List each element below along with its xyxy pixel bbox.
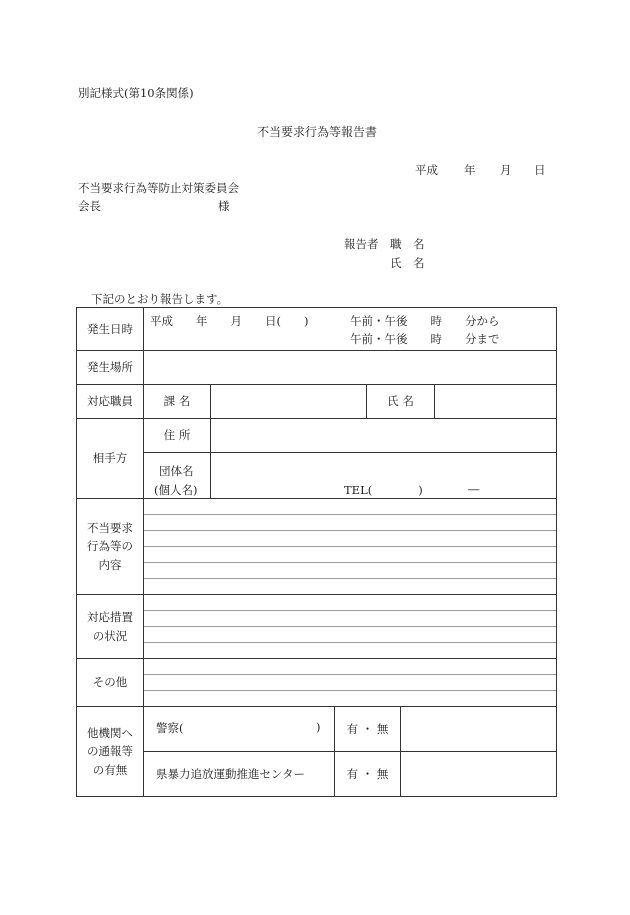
date-day: 日	[534, 163, 546, 177]
police-label: 警察(	[156, 721, 184, 735]
reporter-label: 報告者	[344, 237, 379, 251]
intro-text: 下記のとおり報告します。	[91, 292, 229, 306]
staff-name-field[interactable]	[435, 385, 556, 418]
notification-label-line-3: の有無	[92, 762, 128, 777]
place-label: 発生場所	[87, 360, 133, 375]
notification-label-line-1: 他機関へ	[87, 725, 133, 740]
content-label-line-2: 行為等の	[87, 539, 133, 554]
address-field[interactable]	[211, 419, 556, 452]
group-name-label: 団体名	[159, 464, 194, 478]
name-label: 氏 名	[390, 256, 425, 270]
content-label-line-1: 不当要求	[87, 520, 133, 535]
occurrence-from-line[interactable]: 午前・午後 時 分から	[350, 314, 500, 328]
police-close: )	[316, 720, 321, 734]
police-yes-no[interactable]: 有 ・ 無	[346, 721, 389, 736]
position-label: 職 名	[390, 237, 425, 251]
other-field[interactable]	[144, 659, 556, 706]
tel-field[interactable]: TEL( )	[344, 483, 423, 497]
party-label: 相手方	[92, 451, 128, 466]
staff-label: 対応職員	[87, 394, 133, 409]
staff-name-label: 氏 名	[387, 394, 414, 409]
occurrence-date-line[interactable]: 平成 年 月 日( )	[150, 314, 309, 328]
police-field[interactable]	[200, 714, 312, 740]
occurrence-to-line[interactable]: 午前・午後 時 分まで	[350, 332, 500, 346]
notification-label	[77, 707, 143, 796]
response-label-line-2: の状況	[92, 628, 128, 643]
response-label	[77, 595, 143, 658]
date-era: 平成	[415, 163, 438, 177]
address-label: 住 所	[163, 428, 191, 443]
center-yes-no[interactable]: 有 ・ 無	[346, 766, 389, 781]
response-label-line-1: 対応措置	[87, 610, 133, 625]
date-year: 年	[464, 163, 476, 177]
notification-notes-field[interactable]	[401, 707, 556, 796]
notification-label-line-2: の通報等	[87, 744, 133, 759]
page-title: 不当要求行為等報告書	[257, 125, 378, 139]
form-reference: 別記様式(第10条関係)	[78, 86, 194, 100]
addressee-chair: 会長	[78, 199, 101, 213]
occurrence-label: 発生日時	[87, 321, 133, 336]
place-field[interactable]	[144, 351, 556, 384]
section-name-label: 課 名	[163, 394, 191, 409]
individual-name-label: (個人名)	[154, 483, 198, 497]
section-name-field[interactable]	[211, 385, 366, 418]
content-label-line-3: 内容	[98, 557, 122, 572]
addressee-organization: 不当要求行為等防止対策委員会	[78, 181, 239, 195]
date-month: 月	[500, 163, 512, 177]
response-field[interactable]	[144, 595, 556, 658]
tel-dash: ―	[468, 482, 480, 496]
honorific: 様	[218, 199, 230, 213]
content-field[interactable]	[144, 499, 556, 594]
content-label	[77, 499, 143, 594]
center-label: 県暴力追放運動推進センター	[156, 767, 306, 781]
other-label: その他	[92, 675, 128, 690]
